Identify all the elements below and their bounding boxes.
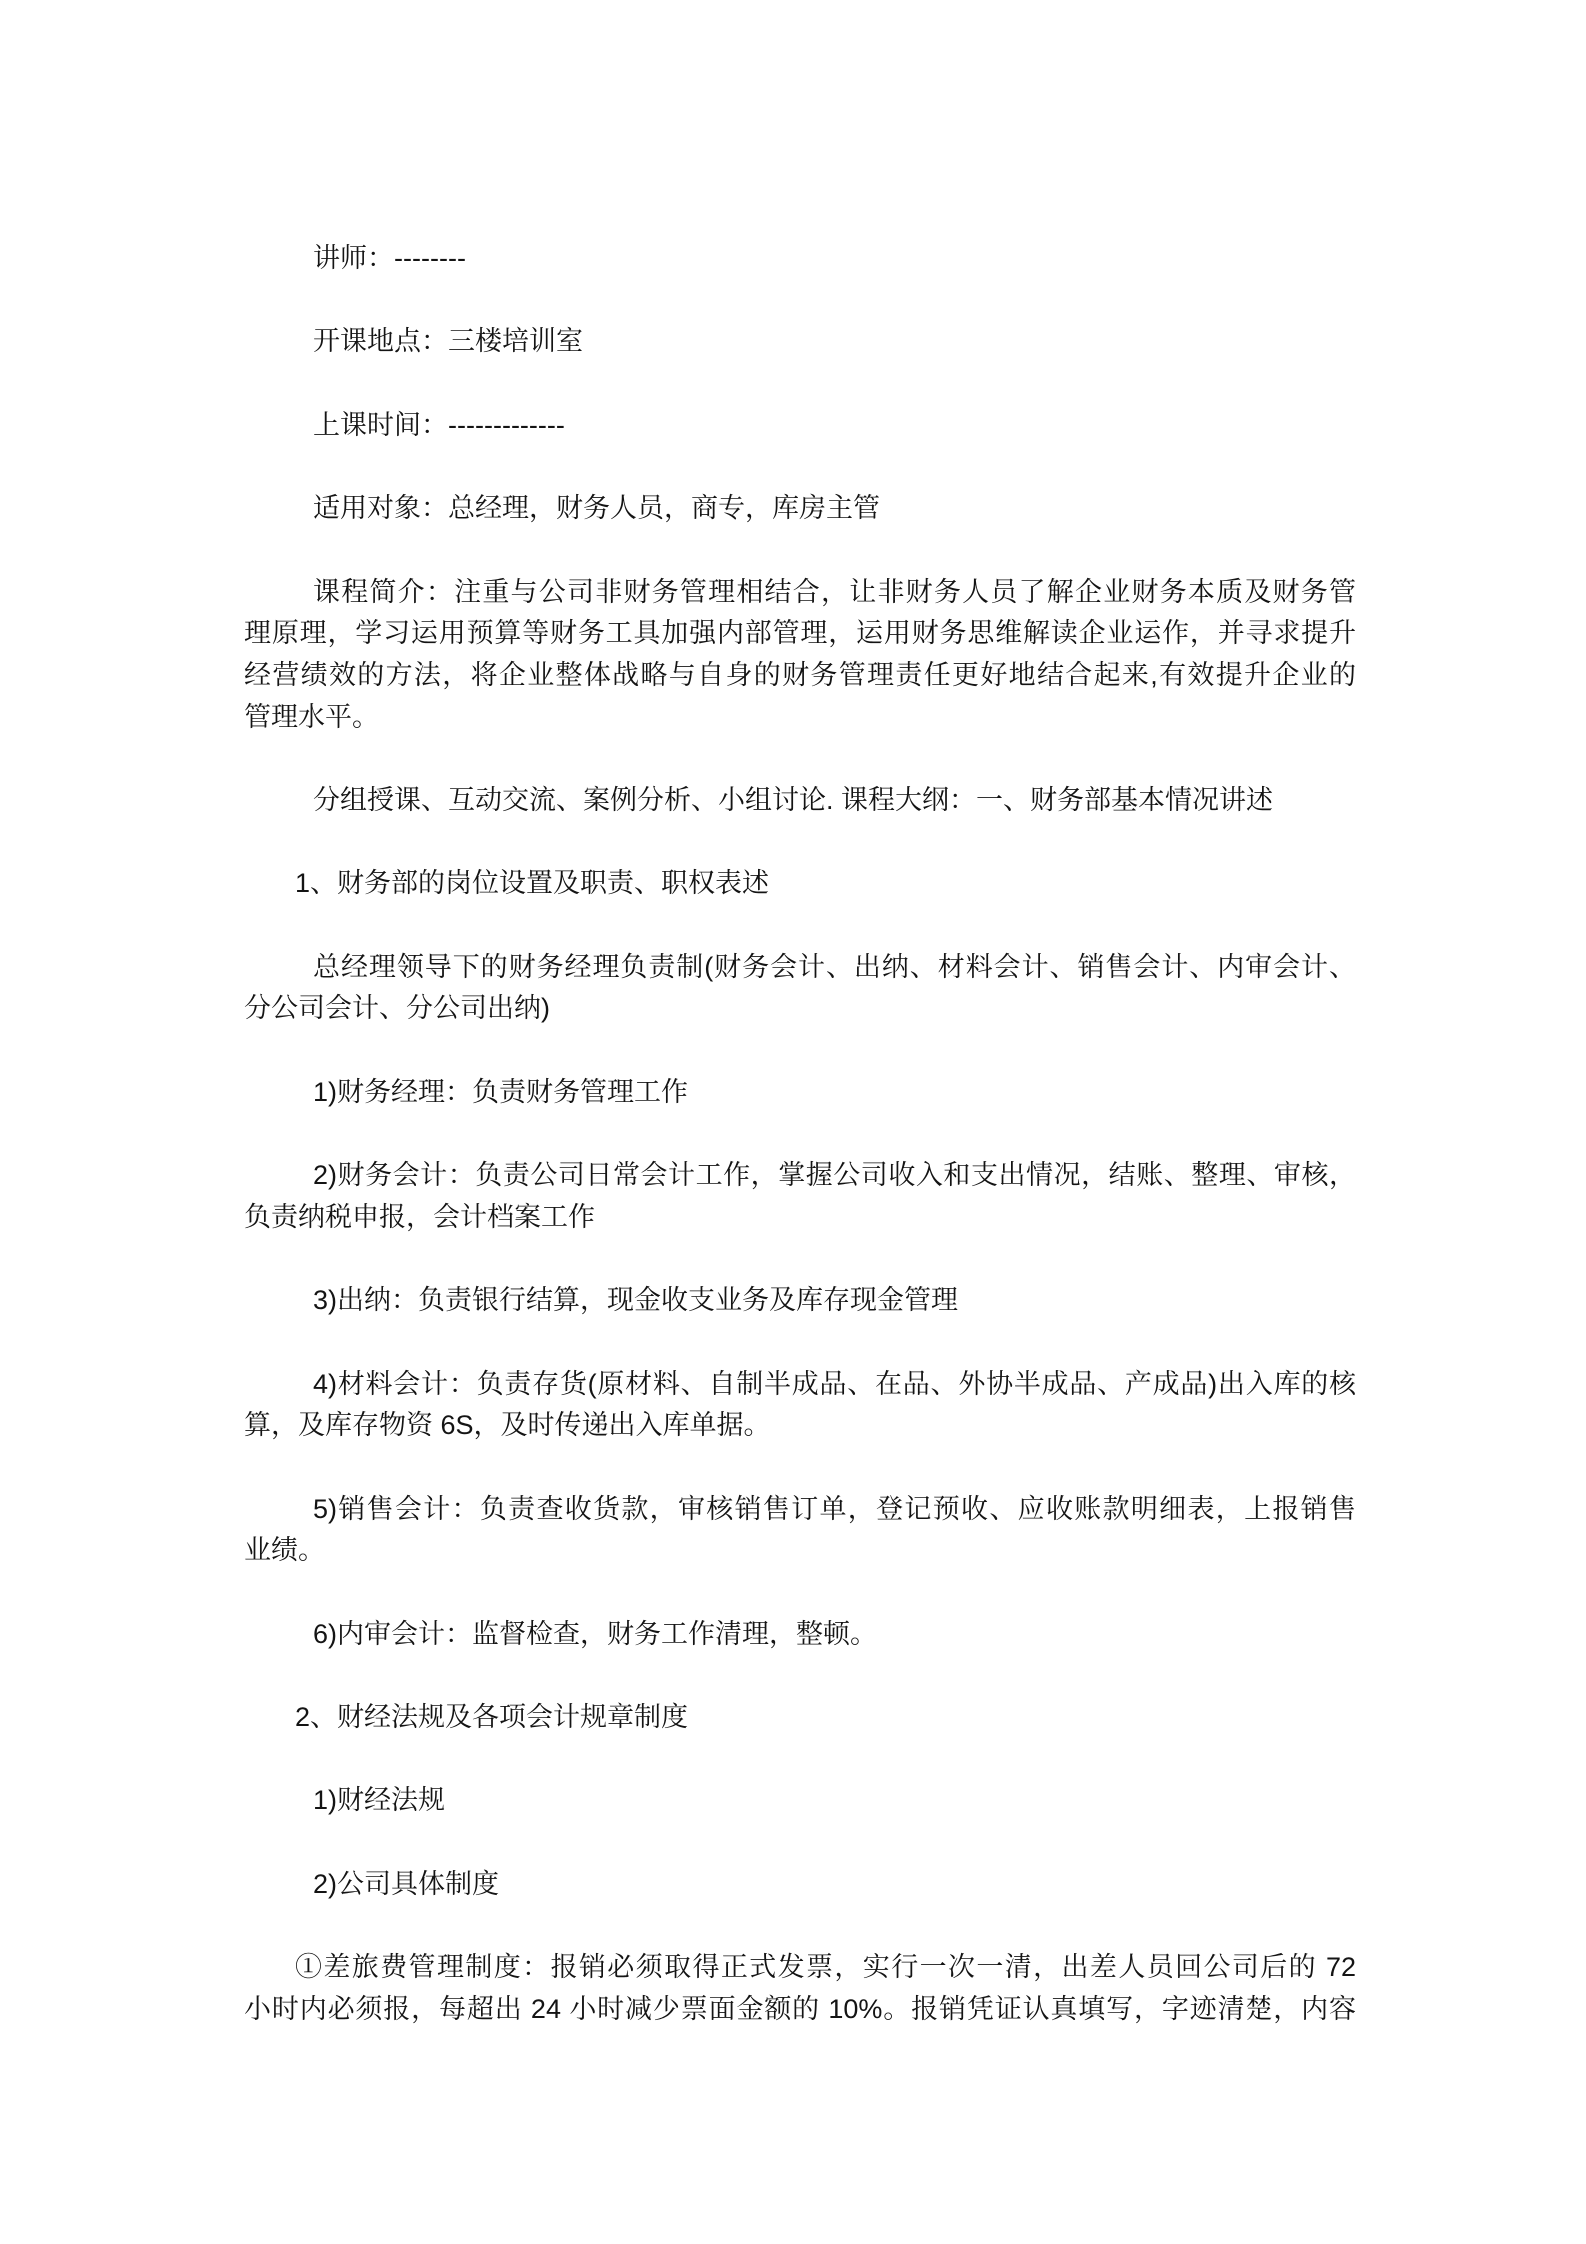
paragraph-line: 2、财经法规及各项会计规章制度: [295, 1702, 689, 1733]
document-body: [244, 238, 1356, 2072]
paragraph-line: 业绩。: [244, 1535, 325, 1566]
list-item: [244, 1280, 1356, 1322]
teaching-method-paragraph: [244, 780, 1356, 822]
audience-paragraph: [244, 488, 1356, 530]
instructor-paragraph: [244, 238, 1356, 280]
paragraph-line: 1)财经法规: [313, 1785, 446, 1816]
list-item: [244, 1489, 1356, 1572]
paragraph-line: ①差旅费管理制度：报销必须取得正式发票，实行一次一清，出差人员回公司后的 72: [295, 1952, 1356, 1983]
paragraph-line: 讲师：--------: [313, 243, 466, 273]
paragraph-line: 2)公司具体制度: [313, 1868, 500, 1899]
paragraph-line: 小时内必须报，每超出 24 小时减少票面金额的 10%。报销凭证认真填写，字迹清楚，内容: [244, 1993, 1356, 2024]
paragraph-line: 开课地点：三楼培训室: [313, 326, 583, 357]
paragraph-line: 分组授课、互动交流、案例分析、小组讨论. 课程大纲：一、财务部基本情况讲述: [313, 784, 1274, 815]
paragraph-line: 6)内审会计：监督检查，财务工作清理，整顿。: [313, 1618, 878, 1649]
responsibility-system-paragraph: [244, 947, 1356, 1030]
venue-paragraph: [244, 321, 1356, 363]
paragraph-line: 1)财务经理：负责财务管理工作: [313, 1076, 689, 1107]
list-item: [244, 1364, 1356, 1447]
paragraph-line: 管理水平。: [244, 701, 379, 732]
paragraph-line: 经营绩效的方法，将企业整体战略与自身的财务管理责任更好地结合起来,有效提升企业的: [244, 659, 1356, 690]
paragraph-line: 负责纳税申报，会计档案工作: [244, 1201, 595, 1232]
paragraph-line: 上课时间：-------------: [313, 409, 565, 440]
paragraph-line: 理原理，学习运用预算等财务工具加强内部管理，运用财务思维解读企业运作，并寻求提升: [244, 618, 1356, 649]
section-heading-2: [244, 1697, 1356, 1739]
paragraph-line: 适用对象：总经理，财务人员，商专，库房主管: [313, 493, 880, 524]
class-time-paragraph: [244, 405, 1356, 447]
paragraph-line: 1、财务部的岗位设置及职责、职权表述: [295, 868, 770, 899]
section-heading-1: [244, 863, 1356, 905]
paragraph-line: 5)销售会计：负责查收货款，审核销售订单，登记预收、应收账款明细表，上报销售: [313, 1493, 1356, 1524]
list-item: [244, 1780, 1356, 1822]
paragraph-line: 算，及库存物资 6S，及时传递出入库单据。: [244, 1410, 771, 1441]
list-item: [244, 1864, 1356, 1906]
paragraph-line: 分公司会计、分公司出纳): [244, 993, 550, 1024]
list-item: [244, 1614, 1356, 1656]
paragraph-line: 4)材料会计：负责存货(原材料、自制半成品、在品、外协半成品、产成品)出入库的核: [313, 1368, 1356, 1399]
paragraph-line: 课程简介：注重与公司非财务管理相结合，让非财务人员了解企业财务本质及财务管: [313, 576, 1356, 607]
paragraph-line: 3)出纳：负责银行结算，现金收支业务及库存现金管理: [313, 1285, 959, 1316]
travel-expense-policy-paragraph: [244, 1947, 1356, 2030]
paragraph-line: 2)财务会计：负责公司日常会计工作，掌握公司收入和支出情况，结账、整理、审核，: [313, 1160, 1356, 1191]
list-item: [244, 1155, 1356, 1238]
course-intro-paragraph: [244, 572, 1356, 739]
paragraph-line: 总经理领导下的财务经理负责制(财务会计、出纳、材料会计、销售会计、内审会计、: [313, 951, 1356, 982]
list-item: [244, 1072, 1356, 1114]
